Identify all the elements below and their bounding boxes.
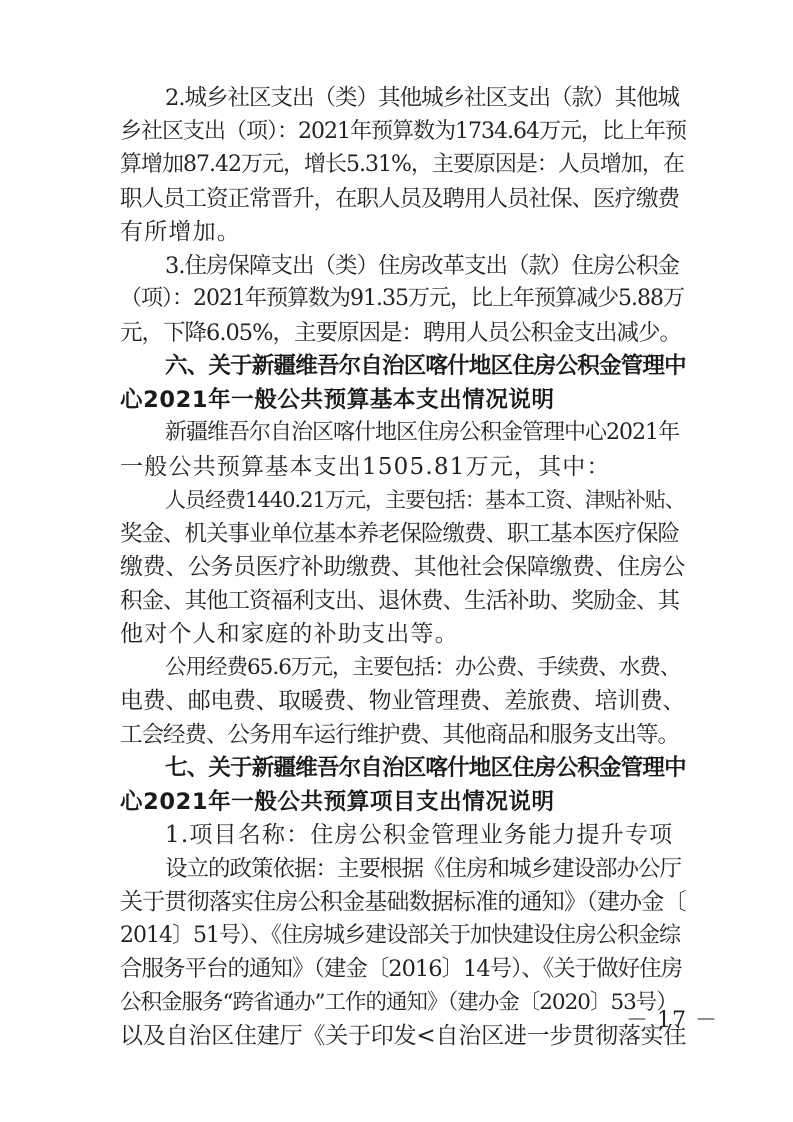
- text-line: 算增加87.42万元，增长5.31%，主要原因是：人员增加，在: [120, 152, 684, 177]
- text-line: 积金、其他工资福利支出、退休费、生活补助、奖励金、其: [120, 588, 680, 614]
- section-heading: 七、关于新疆维吾尔自治区喀什地区住房公积金管理中: [165, 755, 686, 781]
- text-line: 一般公共预算基本支出1505.81万元，其中：: [120, 454, 611, 480]
- text-line: 合服务平台的通知》（建金〔2016〕14号）、《关于做好住房: [120, 956, 683, 982]
- text-line: 职人员工资正常晋升，在职人员及聘用人员社保、医疗缴费: [120, 186, 680, 212]
- page-number: － 17 －: [626, 1008, 718, 1033]
- section-heading: 心2021年一般公共预算项目支出情况说明: [120, 789, 555, 815]
- text-line: 乡社区支出（项）：2021年预算数为1734.64万元，比上年预: [120, 119, 686, 144]
- text-line: 2.城乡社区支出（类）其他城乡社区支出（款）其他城: [165, 85, 679, 111]
- section-heading: 六、关于新疆维吾尔自治区喀什地区住房公积金管理中: [165, 353, 686, 379]
- text-line: 关于贯彻落实住房公积金基础数据标准的通知》（建办金〔: [120, 889, 686, 915]
- text-line: 公积金服务“跨省通办”工作的通知》（建办金〔2020〕53号）: [120, 990, 677, 1015]
- text-line: 工会经费、公务用车运行维护费、其他商品和服务支出等。: [120, 722, 680, 748]
- text-line: 人员经费1440.21万元，主要包括：基本工资、津贴补贴、: [165, 488, 685, 512]
- text-line: 以及自治区住建厅《关于印发<自治区进一步贯彻落实住: [120, 1023, 687, 1049]
- text-line: 新疆维吾尔自治区喀什地区住房公积金管理中心2021年: [165, 420, 679, 445]
- text-line: 1.项目名称：住房公积金管理业务能力提升专项: [165, 822, 674, 848]
- text-line: （项）：2021年预算数为91.35万元，比上年预算减少5.88万: [120, 286, 684, 311]
- text-line: 奖金、机关事业单位基本养老保险缴费、职工基本医疗保险: [120, 521, 680, 547]
- text-line: 设立的政策依据：主要根据《住房和城乡建设部办公厅: [165, 856, 682, 882]
- text-line: 有所增加。: [120, 219, 241, 245]
- text-line: 缴费、公务员医疗补助缴费、其他社会保障缴费、住房公: [120, 554, 686, 580]
- text-line: 3.住房保障支出（类）住房改革支出（款）住房公积金: [165, 253, 679, 279]
- text-line: 他对个人和家庭的补助支出等。: [120, 621, 459, 647]
- text-line: 元，下降6.05%，主要原因是：聘用人员公积金支出减少。: [120, 320, 681, 346]
- section-heading: 心2021年一般公共预算基本支出情况说明: [120, 387, 555, 413]
- text-line: 公用经费65.6万元，主要包括：办公费、手续费、水费、: [165, 655, 681, 680]
- text-line: 电费、邮电费、取暖费、物业管理费、差旅费、培训费、: [120, 688, 686, 714]
- text-line: 2014〕51号）、《住房城乡建设部关于加快建设住房公积金综: [120, 923, 680, 948]
